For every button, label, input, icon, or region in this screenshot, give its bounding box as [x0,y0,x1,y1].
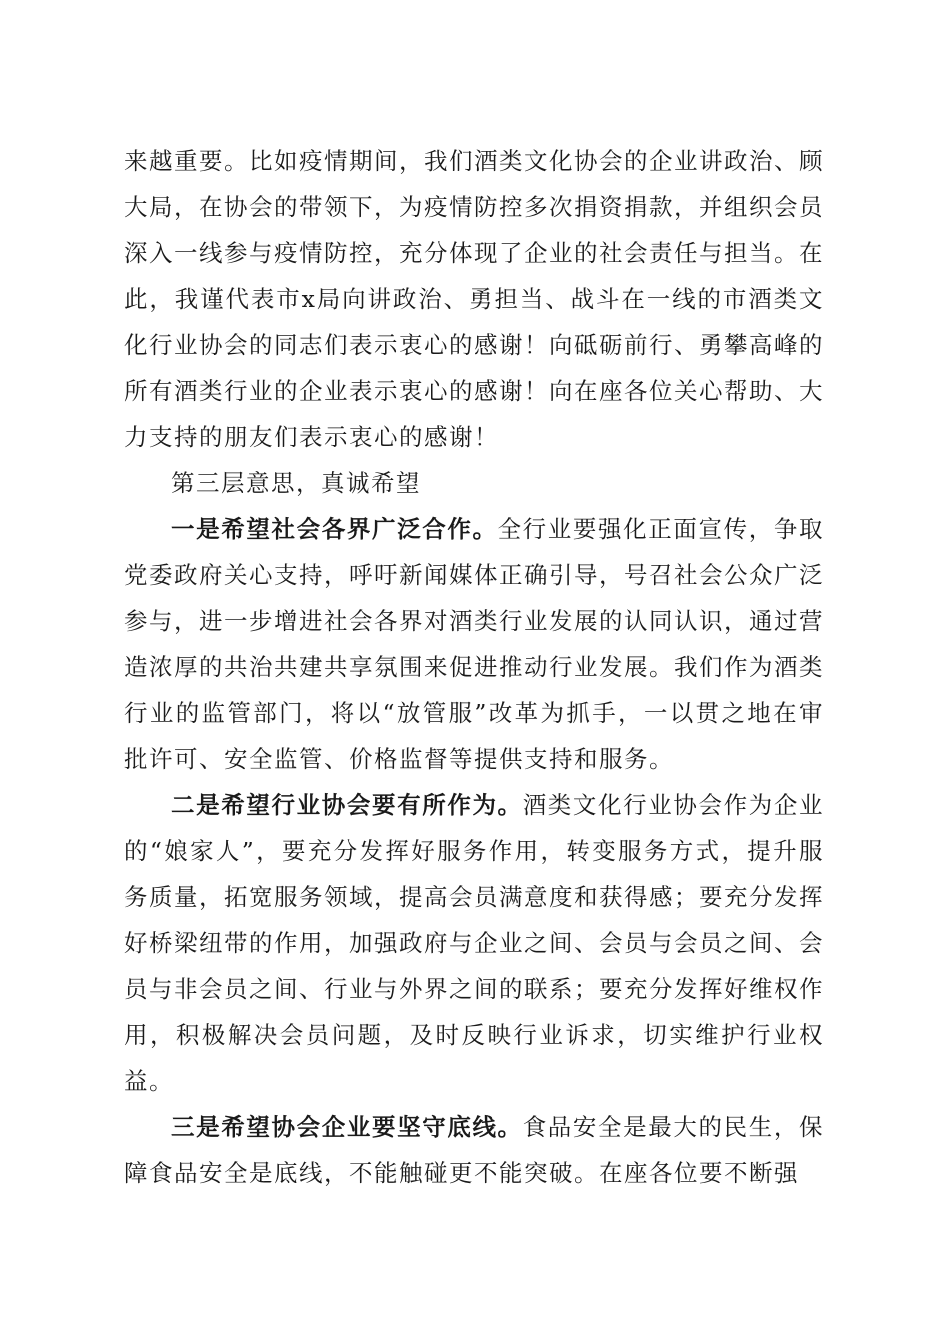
section-heading: 第三层意思，真诚希望 [171,469,421,497]
paragraph-point-3 [124,1104,824,1196]
paragraph-gratitude: 来越重要。比如疫情期间，我们酒类文化协会的企业讲政治、顾大局，在协会的带领下，为疫情防控多次捐资捐款，并组织会员深入一线参与疫情防控，充分体现了企业的社会责任与担当。在此，我谨代表市x局向讲政治、勇担当、战斗在一线的市酒类文化行业协会的同志们表示衷心的感谢！向砥砺前行、勇攀高峰的所有酒类行业的企业表示衷心的感谢！向在座各位关心帮助、大力支持的朋友们表示衷心的感谢！ [124,147,824,451]
point-2-body: 酒类文化行业协会作为企业的“娘家人”，要充分发挥好服务作用，转变服务方式，提升服务质量，拓宽服务领域，提高会员满意度和获得感；要充分发挥好桥梁纽带的作用，加强政府与企业之间、会员与会员之间、会员与非会员之间、行业与外界之间的联系；要充分发挥好维权作用，积极解决会员问题，及时反映行业诉求，切实维护行业权益。 [124,791,825,1095]
point-1-lead: 一是希望社会各界广泛合作。 [171,515,498,543]
document-body [124,138,824,1196]
point-3-body: 食品安全是最大的民生，保障食品安全是底线，不能触碰更不能突破。在座各位要不断强 [124,1113,825,1187]
point-1-body: 全行业要强化正面宣传，争取党委政府关心支持，呼吁新闻媒体正确引导，号召社会公众广泛参与，进一步增进社会各界对酒类行业发展的认同认识，通过营造浓厚的共治共建共享氛围来促进推动行业发展。我们作为酒类行业的监管部门，将以“放管服”改革为抓手，一以贯之地在审批许可、安全监管、价格监督等提供支持和服务。 [124,515,825,773]
point-3-lead: 三是希望协会企业要坚守底线。 [171,1113,523,1141]
paragraph-point-2 [124,782,824,1104]
point-2-lead: 二是希望行业协会要有所作为。 [171,791,523,819]
paragraph-point-1 [124,506,824,782]
